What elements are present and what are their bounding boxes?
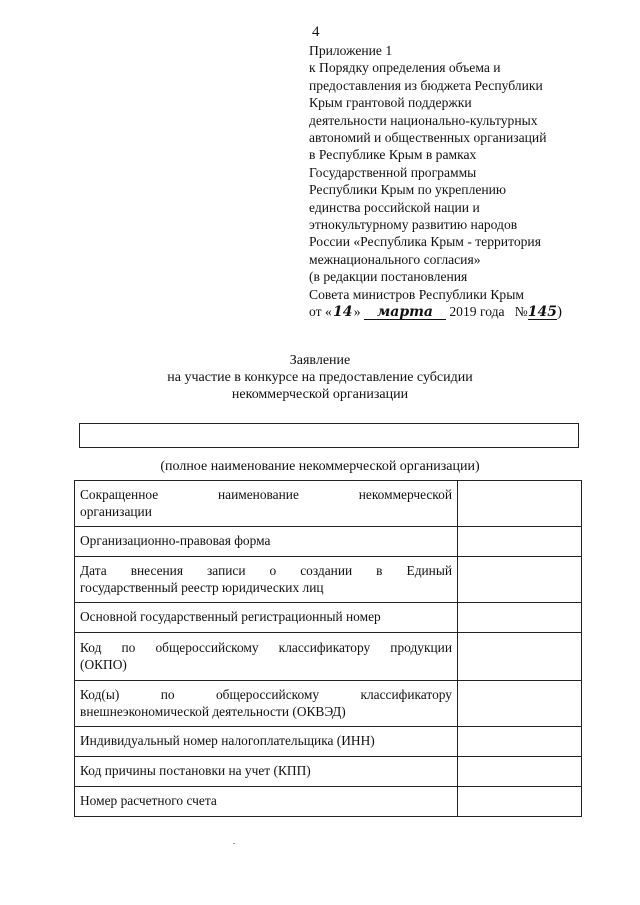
appendix-line: Республики Крым по укреплению bbox=[309, 182, 507, 198]
appendix-line: Приложение 1 bbox=[309, 43, 393, 58]
row-label bbox=[75, 603, 458, 633]
number-sign: № bbox=[514, 304, 528, 320]
row-label-line1: Основной государственный регистрационный номер bbox=[80, 609, 381, 625]
row-value-cell[interactable] bbox=[458, 557, 582, 603]
resolution-date-line bbox=[309, 303, 609, 321]
title-line: некоммерческой организации bbox=[231, 387, 409, 402]
appendix-line: деятельности национально-культурных bbox=[309, 112, 538, 128]
table-row bbox=[75, 527, 582, 557]
table-row bbox=[75, 727, 582, 757]
appendix-header bbox=[309, 42, 609, 322]
handwritten-number: 145 bbox=[527, 304, 557, 321]
appendix-line: межнационального согласия» bbox=[309, 251, 481, 267]
row-value-cell[interactable] bbox=[458, 681, 582, 727]
row-label-line1: Код по общероссийскому классификатору продукции bbox=[80, 640, 452, 655]
appendix-line: России «Республика Крым - территория bbox=[309, 234, 541, 250]
page-number: 4 bbox=[312, 24, 320, 40]
table-row bbox=[75, 681, 582, 727]
closing-paren: ) bbox=[556, 304, 562, 321]
appendix-line: автономий и общественных организаций bbox=[309, 130, 547, 146]
appendix-line: Государственной программы bbox=[309, 164, 477, 180]
row-label bbox=[75, 727, 458, 757]
row-value-cell[interactable] bbox=[458, 603, 582, 633]
appendix-line: к Порядку определения объема и bbox=[309, 60, 501, 76]
row-value-cell[interactable] bbox=[458, 481, 582, 527]
table-row bbox=[75, 603, 582, 633]
row-label-line2: государственный реестр юридических лиц bbox=[80, 579, 324, 595]
date-year: 2019 года bbox=[449, 304, 505, 320]
appendix-line: в Республике Крым в рамках bbox=[309, 147, 477, 163]
row-label bbox=[75, 527, 458, 557]
table-row bbox=[75, 787, 582, 817]
appendix-line: Совета министров Республики Крым bbox=[309, 286, 524, 302]
appendix-line: Крым грантовой поддержки bbox=[309, 95, 472, 111]
organization-name-field[interactable] bbox=[79, 423, 579, 448]
date-prefix: от « bbox=[309, 304, 332, 320]
title-line: на участие в конкурсе на предоставление субсидии bbox=[167, 370, 473, 385]
title-line: Заявление bbox=[289, 353, 351, 368]
row-label-line1: Сокращенное наименование некоммерческой bbox=[80, 487, 452, 502]
date-mid: » bbox=[353, 304, 361, 320]
appendix-line: единства российской нации и bbox=[309, 199, 480, 215]
organization-name-caption: (полное наименование некоммерческой организации) bbox=[160, 459, 480, 474]
row-label-line1: Код(ы) по общероссийскому классификатору bbox=[80, 687, 452, 702]
row-label bbox=[75, 557, 458, 603]
handwritten-day: 14 bbox=[333, 304, 353, 321]
row-value-cell[interactable] bbox=[458, 527, 582, 557]
scan-speck bbox=[233, 843, 235, 844]
row-label-line1: Организационно-правовая форма bbox=[80, 533, 271, 549]
table-row bbox=[75, 557, 582, 603]
row-label-line1: Номер расчетного счета bbox=[80, 793, 217, 809]
row-value-cell[interactable] bbox=[458, 757, 582, 787]
row-label bbox=[75, 787, 458, 817]
row-label-line2: организации bbox=[80, 503, 152, 519]
row-label-line2: внешнеэкономической деятельности (ОКВЭД) bbox=[80, 703, 346, 719]
appendix-line: (в редакции постановления bbox=[309, 269, 468, 285]
appendix-line: предоставления из бюджета Республики bbox=[309, 77, 543, 93]
row-label bbox=[75, 633, 458, 681]
row-label bbox=[75, 757, 458, 787]
organization-details-table bbox=[74, 480, 582, 817]
row-label-line1: Код причины постановки на учет (КПП) bbox=[80, 763, 311, 779]
table-row bbox=[75, 633, 582, 681]
appendix-line: этнокультурному развитию народов bbox=[309, 217, 518, 233]
row-label-line1: Индивидуальный номер налогоплательщика (ИНН) bbox=[80, 733, 375, 749]
document-title bbox=[0, 352, 640, 403]
table-row bbox=[75, 757, 582, 787]
row-label-line2: (ОКПО) bbox=[80, 656, 127, 672]
row-value-cell[interactable] bbox=[458, 727, 582, 757]
row-label bbox=[75, 481, 458, 527]
row-value-cell[interactable] bbox=[458, 633, 582, 681]
row-label-line1: Дата внесения записи о создании в Единый bbox=[80, 563, 452, 578]
row-value-cell[interactable] bbox=[458, 787, 582, 817]
handwritten-month: марта bbox=[364, 305, 446, 320]
row-label bbox=[75, 681, 458, 727]
table-row bbox=[75, 481, 582, 527]
